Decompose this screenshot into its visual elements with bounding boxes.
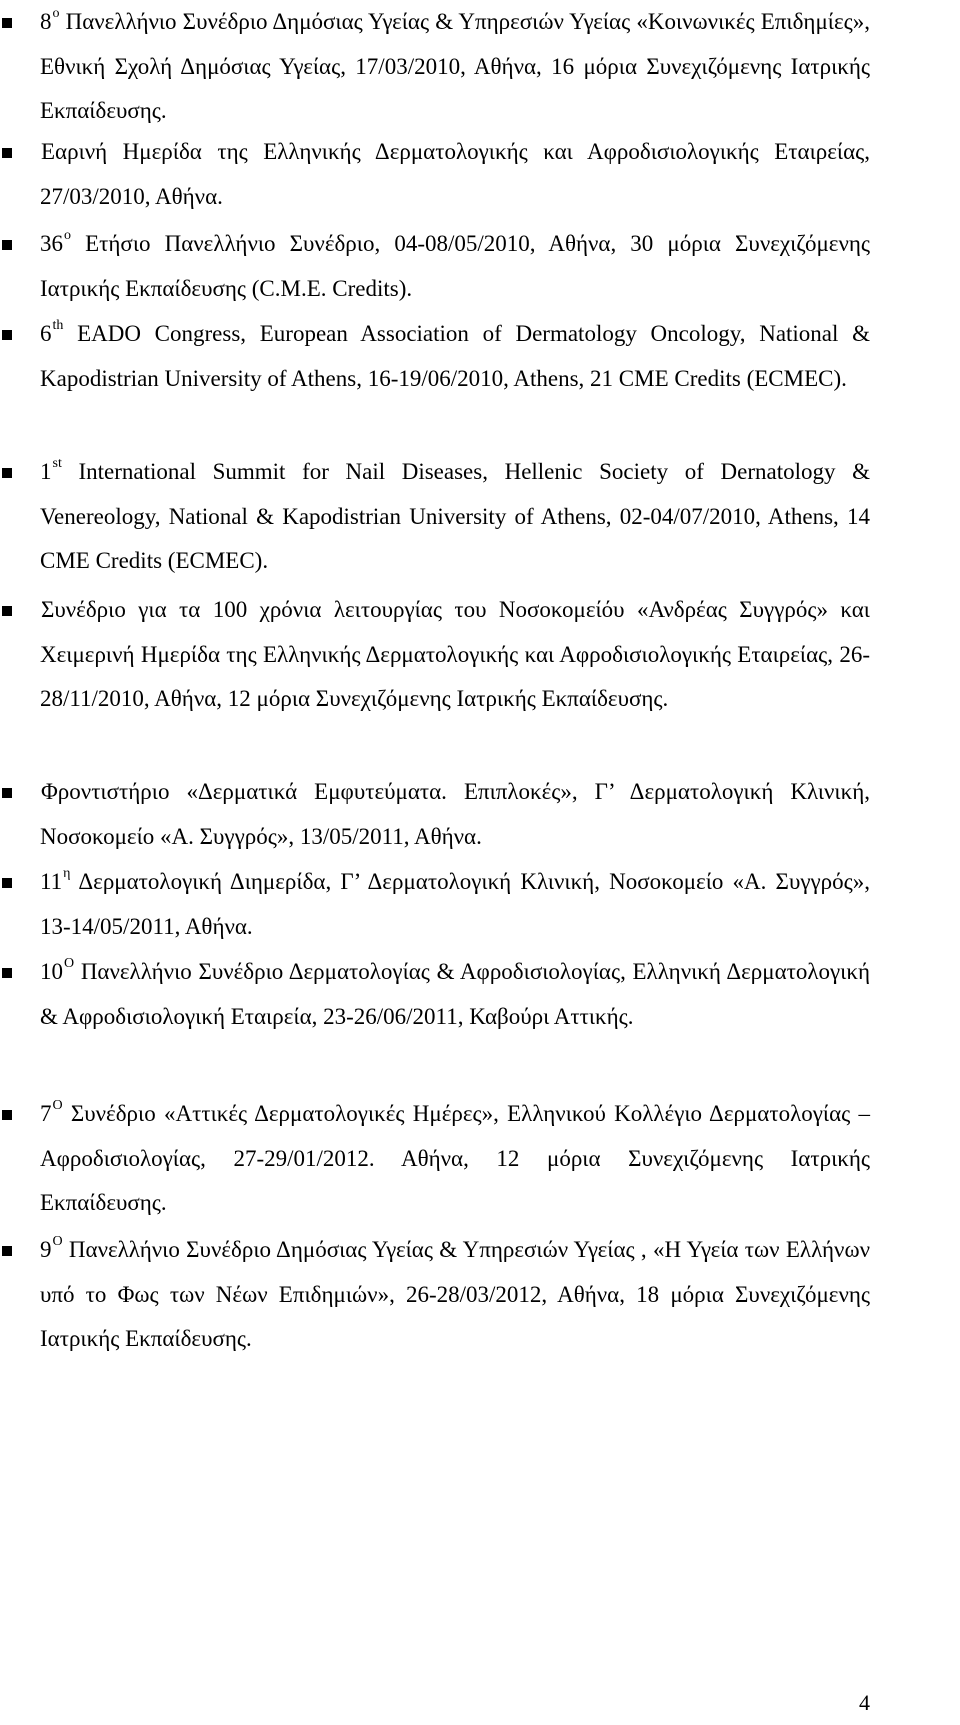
list-item (40, 130, 870, 219)
list-item (40, 1092, 870, 1226)
entry-ordinal-suffix: ο (52, 6, 60, 21)
square-bullet-icon (2, 788, 12, 798)
entry-ordinal: 6 (40, 321, 52, 346)
entry-ordinal-suffix: st (52, 456, 62, 471)
entry-ordinal: 8 (40, 9, 52, 34)
entry-text: Ετήσιο Πανελλήνιο Συνέδριο, 04-08/05/2010, Αθήνα, 30 μόρια Συνεχιζόμενης Ιατρικής Εκπαίδευσης (C.M.E. Credits). (40, 231, 870, 301)
square-bullet-icon (2, 330, 12, 340)
entry-text: Πανελλήνιο Συνέδριο Δερματολογίας & Αφροδισιολογίας, Ελληνική Δερματολογική & Αφροδισιολογική Εταιρεία, 23-26/06/2011, Καβούρι Αττικής. (40, 959, 870, 1029)
entry-text: Πανελλήνιο Συνέδριο Δημόσιας Υγείας & Υπηρεσιών Υγείας «Κοινωνικές Επιδημίες», Εθνική Σχολή Δημόσιας Υγείας, 17/03/2010, Αθήνα, 16 μόρια Συνεχιζόμενης Ιατρικής Εκπαίδευσης. (40, 9, 870, 123)
entry-ordinal: 1 (40, 459, 52, 484)
entry-ordinal-suffix: ο (64, 228, 71, 243)
entry-ordinal: 11 (40, 869, 63, 894)
list-item (40, 450, 870, 584)
list-item (40, 1228, 870, 1362)
list-item (40, 222, 870, 311)
square-bullet-icon (2, 148, 12, 158)
entry-text: International Summit for Nail Diseases, Hellenic Society of Dernatology & Venereology, National & Kapodistrian University of Athens, 02-04/07/2010, Athens, 14 CME Credits (ECMEC). (40, 459, 870, 573)
list-item (40, 950, 870, 1039)
square-bullet-icon (2, 468, 12, 478)
list-item (40, 0, 870, 134)
entry-ordinal-suffix: Ο (52, 1098, 63, 1113)
entry-ordinal-suffix: η (63, 866, 71, 881)
square-bullet-icon (2, 1246, 12, 1256)
entry-text: Εαρινή Ημερίδα της Ελληνικής Δερματολογικής και Αφροδισιολογικής Εταιρείας, 27/03/2010, Αθήνα. (40, 139, 870, 209)
entry-ordinal: 9 (40, 1237, 52, 1262)
entry-ordinal: 36 (40, 231, 63, 256)
entry-ordinal-suffix: th (52, 318, 64, 333)
entry-text: EADO Congress, European Association of Dermatology Oncology, National & Kapodistrian University of Athens, 16-19/06/2010, Athens, 21 CME Credits (ECMEC). (40, 321, 870, 391)
square-bullet-icon (2, 18, 12, 28)
square-bullet-icon (2, 968, 12, 978)
square-bullet-icon (2, 1110, 12, 1120)
list-item (40, 588, 870, 722)
entry-ordinal: 7 (40, 1101, 52, 1126)
entry-ordinal: 10 (40, 959, 63, 984)
entry-text: Δερματολογική Διημερίδα, Γ’ Δερματολογική Κλινική, Νοσοκομείο «Α. Συγγρός», 13-14/05/2011, Αθήνα. (40, 869, 870, 939)
list-item (40, 860, 870, 949)
entry-text: Συνέδριο για τα 100 χρόνια λειτουργίας του Νοσοκομείόυ «Ανδρέας Συγγρός» και Χειμερινή Ημερίδα της Ελληνικής Δερματολογικής και Αφροδισιολογικής Εταιρείας, 26-28/11/2010, Αθήνα, 12 μόρια Συνεχιζόμενης Ιατρικής Εκπαίδευσης. (40, 597, 870, 711)
entry-text: Πανελλήνιο Συνέδριο Δημόσιας Υγείας & Υπηρεσιών Υγείας , «Η Υγεία των Ελλήνων υπό το Φως των Νέων Επιδημιών», 26-28/03/2012, Αθήνα, 18 μόρια Συνεχιζόμενης Ιατρικής Εκπαίδευσης. (40, 1237, 870, 1351)
entry-ordinal-suffix: Ο (64, 956, 75, 971)
list-item (40, 770, 870, 859)
square-bullet-icon (2, 878, 12, 888)
square-bullet-icon (2, 606, 12, 616)
entry-ordinal-suffix: Ο (52, 1234, 63, 1249)
entry-text: Συνέδριο «Αττικές Δερματολογικές Ημέρες», Ελληνικού Κολλέγιο Δερματολογίας – Αφροδισιολογίας, 27-29/01/2012. Αθήνα, 12 μόρια Συνεχιζόμενης Ιατρικής Εκπαίδευσης. (40, 1101, 870, 1215)
entry-text: Φροντιστήριο «Δερματικά Εμφυτεύματα. Επιπλοκές», Γ’ Δερματολογική Κλινική, Νοσοκομείο «Α. Συγγρός», 13/05/2011, Αθήνα. (40, 779, 870, 849)
list-item (40, 312, 870, 401)
page-number: 4 (859, 1690, 870, 1715)
square-bullet-icon (2, 240, 12, 250)
